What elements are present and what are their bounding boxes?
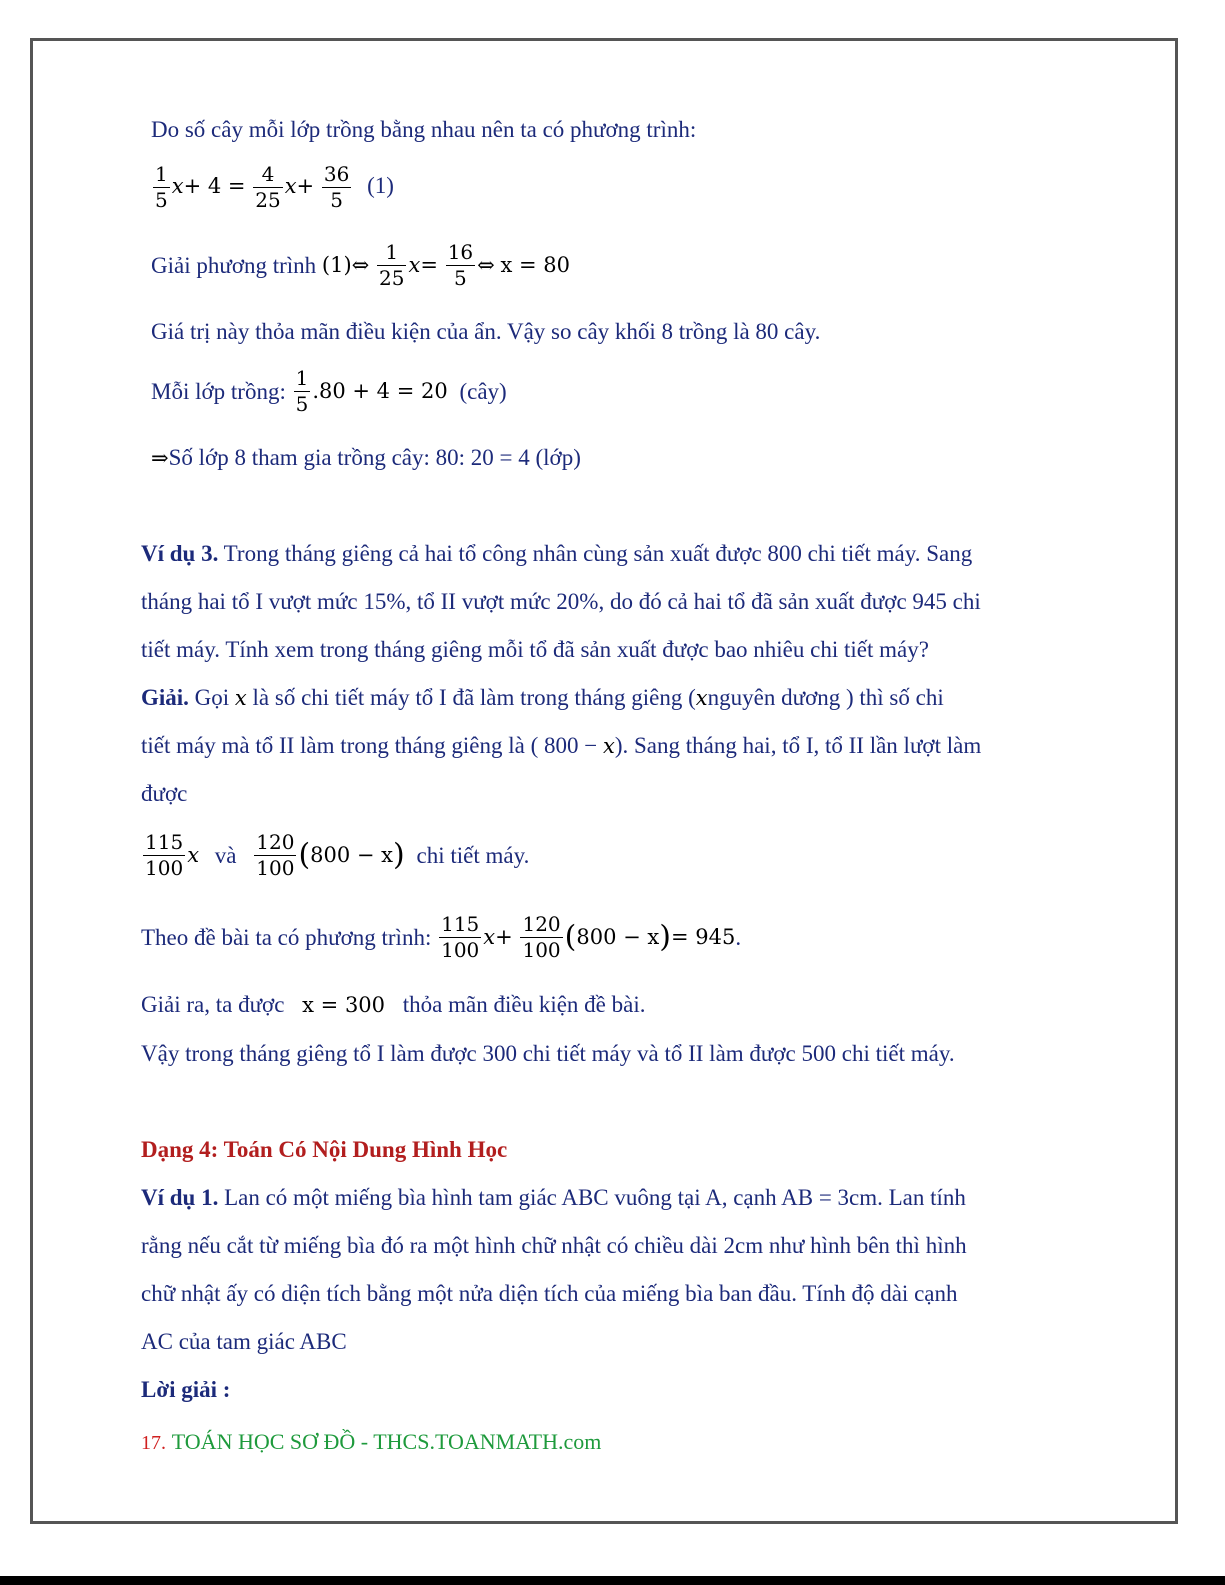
paragraph-line: AC của tam giác ABC — [141, 1329, 347, 1354]
equation-1: $\frac{1}{5}$ x+ 4 = $\frac{4}{25}$ x+ $\frac{36}{5}$ (1) — [155, 162, 394, 212]
paragraph-line: Ví dụ 1. Lan có một miếng bìa hình tam giác ABC vuông tại A, cạnh AB = 3cm. Lan tính — [141, 1185, 966, 1210]
page-number: 17. — [141, 1432, 166, 1454]
per-class-line: Mỗi lớp trồng: $\frac{1}{5}$ .80 + 4 = 20 (cây) — [151, 366, 507, 416]
fraction-line: $\frac{115}{100}$ x và $\frac{120}{100}$ (800 − x) chi tiết máy. — [145, 830, 530, 880]
paragraph-line: chữ nhật ấy có diện tích bằng một nửa diện tích của miếng bìa ban đầu. Tính độ dài cạnh — [141, 1281, 958, 1306]
fraction: $\frac{4}{25}$ — [255, 162, 281, 212]
paragraph-line: tháng hai tổ I vượt mức 15%, tổ II vượt mức 20%, do đó cả hai tổ đã sản xuất được 945 chi — [141, 589, 981, 614]
paragraph-line: tiết máy mà tổ II làm trong tháng giêng là ( 800 − x). Sang tháng hai, tổ I, tổ II lần lượt làm — [141, 733, 982, 758]
paragraph-line: Do số cây mỗi lớp trồng bằng nhau nên ta có phương trình: — [151, 117, 697, 142]
solution-label: Lời giải : — [141, 1377, 231, 1402]
fraction: $\frac{1}{5}$ — [155, 162, 168, 212]
footer-text: TOÁN HỌC SƠ ĐỒ - THCS.TOANMATH.com — [171, 1429, 602, 1454]
section-heading: Dạng 4: Toán Có Nội Dung Hình Học — [141, 1137, 508, 1162]
solve-line: Giải phương trình (1)⇔ $\frac{1}{25}$ x= $\frac{16}{5}$ ⇔ x = 80 — [151, 240, 571, 290]
paragraph-line: Giải. Gọi x là số chi tiết máy tổ I đã làm trong tháng giêng (xnguyên dương ) thì số chi — [141, 685, 944, 710]
bottom-rule — [0, 1576, 1225, 1585]
paragraph-line: tiết máy. Tính xem trong tháng giêng mỗi tổ đã sản xuất được bao nhiêu chi tiết máy? — [141, 637, 929, 662]
equation-line: Theo đề bài ta có phương trình: $\frac{115}{100}$ x+ $\frac{120}{100}$ (800 − x)= 945. — [141, 912, 742, 962]
implies-arrow: ⇒ — [151, 446, 169, 470]
paragraph-line: Giá trị này thỏa mãn điều kiện của ẩn. Vậy so cây khối 8 trồng là 80 cây. — [151, 319, 821, 344]
page-footer — [141, 1430, 601, 1453]
equation-tag: (1) — [367, 172, 394, 198]
fraction: $\frac{36}{5}$ — [323, 162, 350, 212]
paragraph-line: được — [141, 781, 188, 806]
paragraph-line: rằng nếu cắt từ miếng bìa đó ra một hình chữ nhật có chiều dài 2cm như hình bên thì hình — [141, 1233, 967, 1258]
paragraph-line: ⇒Số lớp 8 tham gia trồng cây: 80: 20 = 4 (lớp) — [151, 445, 581, 470]
paragraph-line: Ví dụ 3. Trong tháng giêng cả hai tổ công nhân cùng sản xuất được 800 chi tiết máy. Sang — [141, 541, 973, 566]
result-line: Giải ra, ta được x = 300 thỏa mãn điều kiện đề bài. — [141, 992, 646, 1017]
conclusion-line: Vậy trong tháng giêng tổ I làm được 300 chi tiết máy và tổ II làm được 500 chi tiết máy. — [141, 1041, 955, 1066]
